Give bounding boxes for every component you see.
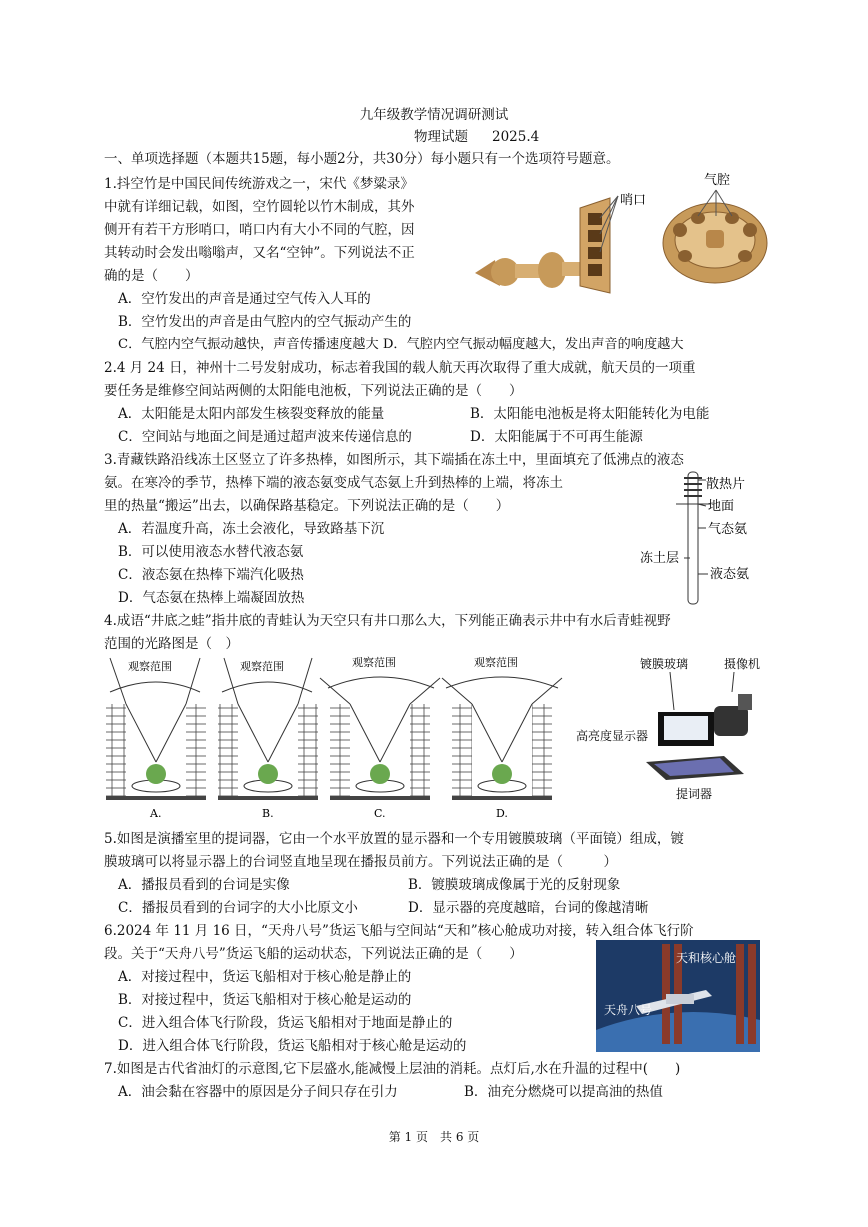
q1-line-0: 1.抖空竹是中国民间传统游戏之一，宋代《梦粱录》 xyxy=(104,176,414,192)
option-b: B. xyxy=(262,807,274,820)
q3-option-d: D．气态氨在热棒上端凝固放热 xyxy=(118,590,305,606)
q7-line-0: 7.如图是古代省油灯的示意图,它下层盛水,能减慢上层油的消耗。点灯后,水在升温的过程中( ) xyxy=(104,1061,681,1077)
q2-option-c: C．空间站与地面之间是通过超声波来传递信息的 xyxy=(118,429,412,445)
monitor-label: 高亮度显示器 xyxy=(576,729,649,743)
glass-label: 镀膜玻璃 xyxy=(640,657,689,671)
q4-line-0: 4.成语“井底之蛙”指井底的青蛙认为天空只有井口那么大，下列能正确表示井中有水后青蛙视野 xyxy=(104,613,671,629)
page-title: 九年级教学情况调研测试 xyxy=(359,107,509,123)
subject-line xyxy=(414,126,539,148)
q6-option-c: C．进入组合体飞行阶段，货运飞船相对于地面是静止的 xyxy=(118,1015,453,1031)
cavity-label: 气腔 xyxy=(704,173,731,188)
q1-line-3: 其转动时会发出嗡嗡声，又名“空钟”。下列说法不正 xyxy=(104,245,415,261)
teleprompter-image xyxy=(574,652,774,802)
q1-option-b: B．空竹发出的声音是由气腔内的空气振动产生的 xyxy=(118,314,412,330)
q2-option-b: B．太阳能电池板是将太阳能转化为电能 xyxy=(470,406,710,422)
well-a xyxy=(106,658,206,820)
q5-option-a: A．播报员看到的台词是实像 xyxy=(118,877,290,893)
well-c xyxy=(320,655,440,820)
q6-option-a: A．对接过程中，货运飞船相对于核心舱是静止的 xyxy=(118,969,412,985)
q4-line-1: 范围的光路图是（ ） xyxy=(104,636,239,652)
q2-line-0: 2.4 月 24 日，神州十二号发射成功，标志着我国的载人航天再次取得了重大成就，航天员的一项重 xyxy=(104,360,696,376)
q6-line-0: 6.2024 年 11 月 16 日，“天舟八号”货运飞船与空间站“天和”核心舱成功对接，转入组合体飞行阶 xyxy=(104,923,694,939)
q2-line-1: 要任务是维修空间站两侧的太阳能电池板，下列说法正确的是（ ） xyxy=(104,383,523,399)
camera-label: 摄像机 xyxy=(724,657,761,671)
range-title-a: 观察范围 xyxy=(128,660,172,673)
ground-label: 地面 xyxy=(708,499,735,514)
fin-label: 散热片 xyxy=(706,477,746,492)
diabolo-image xyxy=(470,168,770,298)
q7-option-a: A．油会黏在容器中的原因是分子间只存在引力 xyxy=(118,1084,398,1100)
well-b xyxy=(218,658,318,820)
q5-line-1: 膜玻璃可以将显示器上的台词竖直地呈现在播报员前方。下列说法正确的是（ ） xyxy=(104,854,617,870)
q5-line-0: 5.如图是演播室里的提词器，它由一个水平放置的显示器和一个专用镀膜玻璃（平面镜）组成，镀 xyxy=(104,831,684,847)
q1-line-4: 确的是（ ） xyxy=(104,268,199,284)
prompter-label: 提词器 xyxy=(676,787,713,801)
page-footer: 第 1 页 共 6 页 xyxy=(388,1130,480,1144)
q3-option-a: A．若温度升高，冻土会液化，导致路基下沉 xyxy=(118,521,385,537)
q2-option-d: D．太阳能属于不可再生能源 xyxy=(470,429,643,445)
q6-option-d: D．进入组合体飞行阶段，货运飞船相对于核心舱是运动的 xyxy=(118,1038,467,1054)
exam-date: 2025.4 xyxy=(492,129,540,145)
option-a: A. xyxy=(150,807,162,820)
well-d xyxy=(442,655,562,820)
q5-option-b: B．镀膜玻璃成像属于光的反射现象 xyxy=(408,877,621,893)
subject: 物理试题 xyxy=(414,129,468,145)
q2-option-a: A．太阳能是太阳内部发生核裂变释放的能量 xyxy=(118,406,385,422)
q1-option-cd: C．气腔内空气振动越快，声音传播速度越大 D．气腔内空气振动幅度越大，发出声音的响度越大 xyxy=(118,337,684,352)
gas-ammonia-label: 气态氨 xyxy=(708,522,748,537)
q3-line-0: 3.青藏铁路沿线冻土区竖立了许多热棒，如图所示，其下端插在冻土中，里面填充了低沸点的液态 xyxy=(104,452,684,468)
option-c: C. xyxy=(374,807,386,820)
q3-line-1: 氨。在寒冷的季节，热棒下端的液态氨变成气态氨上升到热棒的上端，将冻土 xyxy=(104,475,563,491)
range-title-d: 观察范围 xyxy=(474,656,518,669)
q5-option-d: D．显示器的亮度越暗，台词的像越清晰 xyxy=(408,900,649,916)
range-title-b: 观察范围 xyxy=(240,660,284,673)
section-heading: 一、单项选择题（本题共15题，每小题2分，共30分）每小题只有一个选项符号题意。 xyxy=(104,151,620,167)
q3-option-c: C．液态氨在热棒下端汽化吸热 xyxy=(118,567,304,583)
q1-line-2: 侧开有若干方形哨口，哨口内有大小不同的气腔，因 xyxy=(104,222,415,238)
q1-line-1: 中就有详细记载，如图，空竹圆轮以竹木制成，其外 xyxy=(104,199,415,215)
permafrost-label: 冻土层 xyxy=(640,551,680,566)
tianzhou-label: 天舟八号 xyxy=(604,1003,653,1017)
whistle-label: 哨口 xyxy=(620,193,647,208)
space-station-image xyxy=(596,940,760,1052)
liquid-ammonia-label: 液态氨 xyxy=(710,567,750,582)
range-title-c: 观察范围 xyxy=(352,656,396,669)
q1-option-a: A．空竹发出的声音是通过空气传入人耳的 xyxy=(118,291,371,307)
q7-option-b: B．油充分燃烧可以提高油的热值 xyxy=(464,1084,663,1100)
well-diagrams xyxy=(100,652,570,822)
option-d: D. xyxy=(496,807,508,820)
q3-option-b: B．可以使用液态水替代液态氨 xyxy=(118,544,304,560)
heat-pipe-image xyxy=(636,470,766,610)
q3-line-2: 里的热量“搬运”出去，以确保路基稳定。下列说法正确的是（ ） xyxy=(104,498,510,514)
q5-option-c: C．播报员看到的台词字的大小比原文小 xyxy=(118,900,358,916)
q6-line-1: 段。关于“天舟八号”货运飞船的运动状态，下列说法正确的是（ ） xyxy=(104,946,523,962)
q6-option-b: B．对接过程中，货运飞船相对于核心舱是运动的 xyxy=(118,992,412,1008)
tianhe-label: 天和核心舱 xyxy=(676,951,737,965)
